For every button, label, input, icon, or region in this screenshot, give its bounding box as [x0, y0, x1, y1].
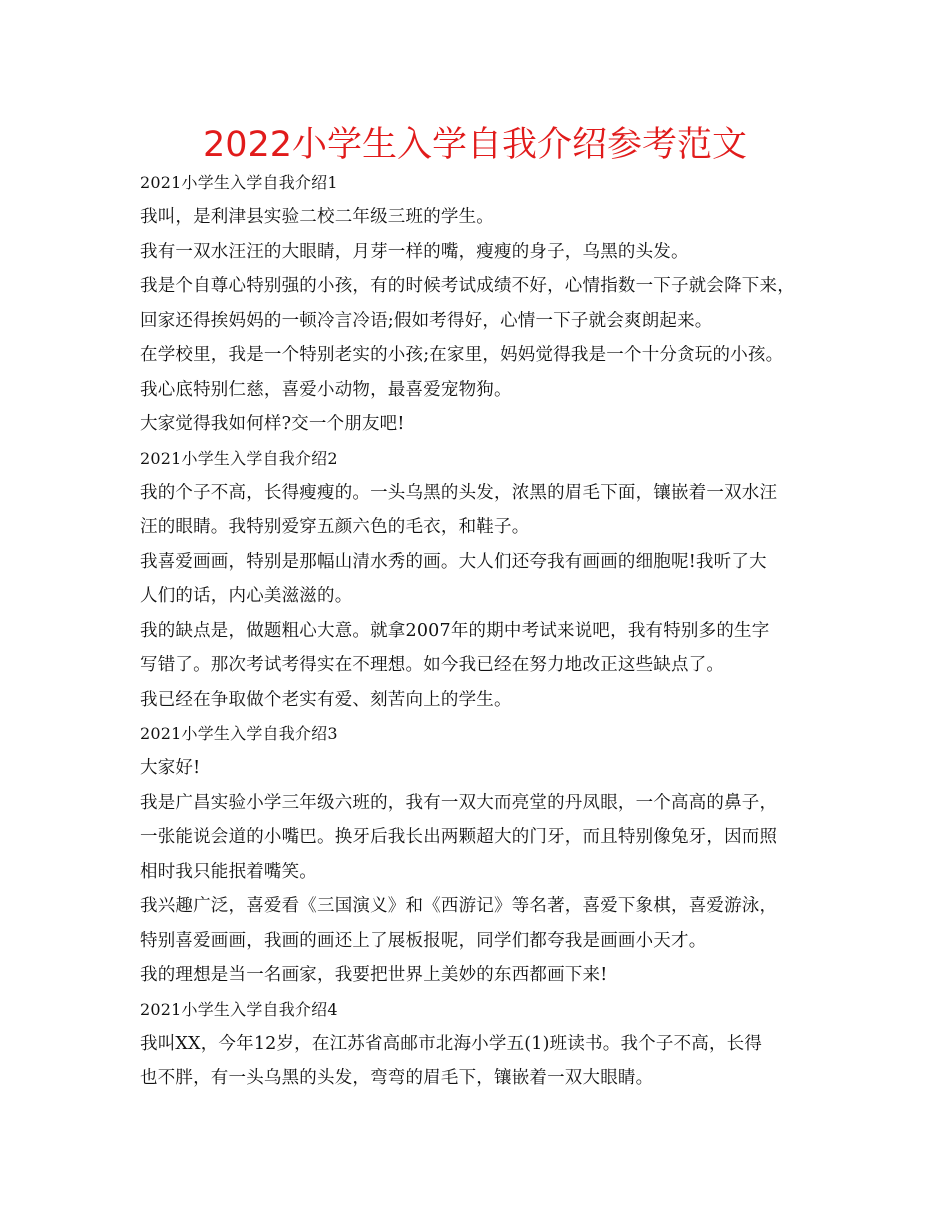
paragraph-line: 相时我只能抿着嘴笑。 [140, 861, 317, 882]
paragraph-line: 在学校里，我是一个特别老实的小孩;在家里，妈妈觉得我是一个十分贪玩的小孩。 [140, 345, 784, 366]
paragraph-line: 人们的话，内心美滋滋的。 [140, 586, 353, 607]
paragraph-line: 汪的眼睛。我特别爱穿五颜六色的毛衣，和鞋子。 [140, 517, 530, 538]
paragraph-line: 我叫，是利津县实验二校二年级三班的学生。 [140, 207, 494, 228]
section-heading: 2021小学生入学自我介绍1 [140, 173, 338, 192]
paragraph-line: 我喜爱画画，特别是那幅山清水秀的画。大人们还夸我有画画的细胞呢!我听了大 [140, 551, 767, 572]
paragraph-line: 大家好! [140, 758, 201, 779]
paragraph-line: 我已经在争取做个老实有爱、刻苦向上的学生。 [140, 689, 512, 710]
paragraph-line: 也不胖，有一头乌黑的头发，弯弯的眉毛下，镶嵌着一双大眼睛。 [140, 1068, 654, 1089]
paragraph-line: 我是广昌实验小学三年级六班的，我有一双大而亮堂的丹凤眼，一个高高的鼻子， [140, 792, 778, 813]
paragraph-line: 我的个子不高，长得瘦瘦的。一头乌黑的头发，浓黑的眉毛下面，镶嵌着一双水汪 [140, 482, 778, 503]
paragraph-line: 大家觉得我如何样?交一个朋友吧! [140, 414, 405, 435]
paragraph-line: 我的缺点是，做题粗心大意。就拿2007年的期中考试来说吧，我有特别多的生字 [140, 620, 770, 641]
section-heading: 2021小学生入学自我介绍4 [140, 999, 338, 1019]
section-heading: 2021小学生入学自我介绍3 [140, 724, 338, 743]
paragraph-line: 我心底特别仁慈，喜爱小动物，最喜爱宠物狗。 [140, 379, 512, 400]
paragraph-line: 回家还得挨妈妈的一顿冷言冷语;假如考得好，心情一下子就会爽朗起来。 [140, 310, 713, 331]
paragraph-line: 我有一双水汪汪的大眼睛，月芽一样的嘴，瘦瘦的身子，乌黑的头发。 [140, 241, 689, 262]
document-body [140, 166, 820, 1096]
paragraph-line: 我兴趣广泛，喜爱看《三国演义》和《西游记》等名著，喜爱下象棋，喜爱游泳， [140, 896, 778, 917]
section-heading: 2021小学生入学自我介绍2 [140, 448, 338, 468]
paragraph-line: 写错了。那次考试考得实在不理想。如今我已经在努力地改正这些缺点了。 [140, 655, 725, 676]
paragraph-line: 特别喜爱画画，我画的画还上了展板报呢，同学们都夸我是画画小天才。 [140, 930, 707, 951]
paragraph-line: 我的理想是当一名画家，我要把世界上美妙的东西都画下来! [140, 965, 608, 986]
paragraph-line: 我是个自尊心特别强的小孩，有的时候考试成绩不好，心情指数一下子就会降下来， [140, 276, 795, 297]
paragraph-line: 我叫XX，今年12岁，在江苏省高邮市北海小学五(1)班读书。我个子不高，长得 [140, 1033, 763, 1054]
document-title: 2022小学生入学自我介绍参考范文 [202, 125, 748, 165]
paragraph-line: 一张能说会道的小嘴巴。换牙后我长出两颗超大的门牙，而且特别像兔牙，因而照 [140, 827, 778, 848]
